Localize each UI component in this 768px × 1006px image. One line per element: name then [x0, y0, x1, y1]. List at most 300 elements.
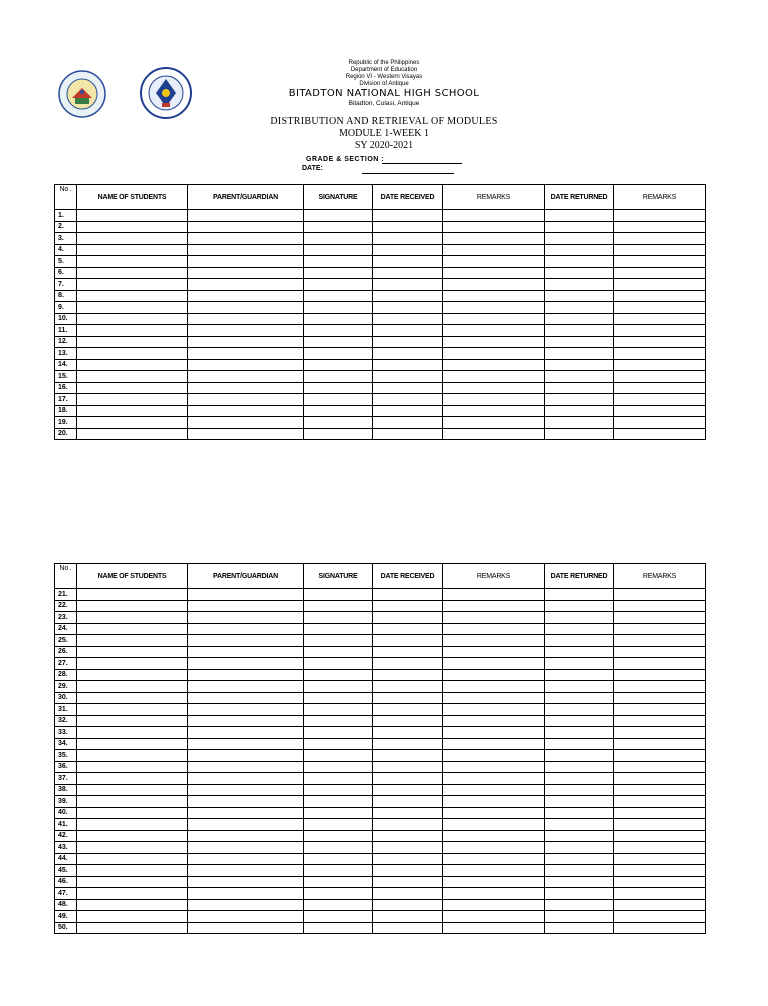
col-name-of-students-cell[interactable] — [77, 428, 188, 440]
col-remarks-2-cell[interactable] — [614, 635, 706, 647]
col-parent-guardian-cell[interactable] — [188, 853, 304, 865]
col-date-returned-cell[interactable] — [545, 623, 614, 635]
col-name-of-students-cell[interactable] — [77, 210, 188, 222]
col-remarks-cell[interactable] — [443, 911, 545, 923]
col-remarks-cell[interactable] — [443, 313, 545, 325]
col-parent-guardian-cell[interactable] — [188, 796, 304, 808]
col-date-received-cell[interactable] — [373, 267, 443, 279]
col-remarks-cell[interactable] — [443, 773, 545, 785]
col-date-returned-cell[interactable] — [545, 405, 614, 417]
col-signature-cell[interactable] — [304, 784, 373, 796]
col-parent-guardian-cell[interactable] — [188, 830, 304, 842]
col-parent-guardian-cell[interactable] — [188, 750, 304, 762]
col-date-returned-cell[interactable] — [545, 796, 614, 808]
col-remarks-cell[interactable] — [443, 830, 545, 842]
col-parent-guardian-cell[interactable] — [188, 313, 304, 325]
col-remarks-2-cell[interactable] — [614, 807, 706, 819]
col-signature-cell[interactable] — [304, 738, 373, 750]
col-date-received-cell[interactable] — [373, 738, 443, 750]
col-remarks-2-cell[interactable] — [614, 313, 706, 325]
col-remarks-cell[interactable] — [443, 348, 545, 360]
col-date-returned-cell[interactable] — [545, 738, 614, 750]
col-remarks-2-cell[interactable] — [614, 244, 706, 256]
col-name-of-students-cell[interactable] — [77, 635, 188, 647]
col-signature-cell[interactable] — [304, 807, 373, 819]
col-remarks-2-cell[interactable] — [614, 784, 706, 796]
col-remarks-2-cell[interactable] — [614, 727, 706, 739]
col-parent-guardian-cell[interactable] — [188, 807, 304, 819]
col-remarks-cell[interactable] — [443, 692, 545, 704]
col-remarks-cell[interactable] — [443, 761, 545, 773]
col-remarks-cell[interactable] — [443, 279, 545, 291]
col-signature-cell[interactable] — [304, 715, 373, 727]
col-signature-cell[interactable] — [304, 612, 373, 624]
col-date-returned-cell[interactable] — [545, 371, 614, 383]
col-remarks-2-cell[interactable] — [614, 853, 706, 865]
col-name-of-students-cell[interactable] — [77, 853, 188, 865]
col-name-of-students-cell[interactable] — [77, 256, 188, 268]
col-date-returned-cell[interactable] — [545, 888, 614, 900]
col-remarks-2-cell[interactable] — [614, 394, 706, 406]
col-signature-cell[interactable] — [304, 865, 373, 877]
col-date-returned-cell[interactable] — [545, 750, 614, 762]
col-name-of-students-cell[interactable] — [77, 738, 188, 750]
col-date-received-cell[interactable] — [373, 302, 443, 314]
col-name-of-students-cell[interactable] — [77, 727, 188, 739]
col-name-of-students-cell[interactable] — [77, 405, 188, 417]
col-date-received-cell[interactable] — [373, 750, 443, 762]
col-name-of-students-cell[interactable] — [77, 658, 188, 670]
col-name-of-students-cell[interactable] — [77, 302, 188, 314]
col-date-received-cell[interactable] — [373, 922, 443, 934]
col-signature-cell[interactable] — [304, 302, 373, 314]
col-date-returned-cell[interactable] — [545, 842, 614, 854]
col-date-received-cell[interactable] — [373, 819, 443, 831]
col-remarks-cell[interactable] — [443, 738, 545, 750]
col-signature-cell[interactable] — [304, 267, 373, 279]
col-remarks-cell[interactable] — [443, 325, 545, 337]
col-remarks-2-cell[interactable] — [614, 658, 706, 670]
col-date-received-cell[interactable] — [373, 325, 443, 337]
col-signature-cell[interactable] — [304, 210, 373, 222]
col-name-of-students-cell[interactable] — [77, 761, 188, 773]
col-parent-guardian-cell[interactable] — [188, 761, 304, 773]
col-parent-guardian-cell[interactable] — [188, 704, 304, 716]
col-date-received-cell[interactable] — [373, 865, 443, 877]
col-date-received-cell[interactable] — [373, 646, 443, 658]
col-date-received-cell[interactable] — [373, 336, 443, 348]
col-parent-guardian-cell[interactable] — [188, 842, 304, 854]
col-name-of-students-cell[interactable] — [77, 922, 188, 934]
col-remarks-2-cell[interactable] — [614, 589, 706, 601]
col-remarks-cell[interactable] — [443, 612, 545, 624]
col-date-returned-cell[interactable] — [545, 704, 614, 716]
col-name-of-students-cell[interactable] — [77, 348, 188, 360]
col-remarks-2-cell[interactable] — [614, 876, 706, 888]
col-signature-cell[interactable] — [304, 888, 373, 900]
col-name-of-students-cell[interactable] — [77, 313, 188, 325]
col-signature-cell[interactable] — [304, 244, 373, 256]
col-date-returned-cell[interactable] — [545, 681, 614, 693]
col-parent-guardian-cell[interactable] — [188, 256, 304, 268]
col-remarks-2-cell[interactable] — [614, 704, 706, 716]
col-name-of-students-cell[interactable] — [77, 325, 188, 337]
col-parent-guardian-cell[interactable] — [188, 394, 304, 406]
col-date-received-cell[interactable] — [373, 658, 443, 670]
col-parent-guardian-cell[interactable] — [188, 669, 304, 681]
col-name-of-students-cell[interactable] — [77, 267, 188, 279]
col-name-of-students-cell[interactable] — [77, 796, 188, 808]
col-remarks-2-cell[interactable] — [614, 221, 706, 233]
col-name-of-students-cell[interactable] — [77, 911, 188, 923]
col-name-of-students-cell[interactable] — [77, 244, 188, 256]
col-parent-guardian-cell[interactable] — [188, 359, 304, 371]
col-date-returned-cell[interactable] — [545, 669, 614, 681]
col-remarks-2-cell[interactable] — [614, 359, 706, 371]
col-signature-cell[interactable] — [304, 646, 373, 658]
col-signature-cell[interactable] — [304, 773, 373, 785]
col-date-returned-cell[interactable] — [545, 336, 614, 348]
col-remarks-cell[interactable] — [443, 658, 545, 670]
col-date-received-cell[interactable] — [373, 428, 443, 440]
col-parent-guardian-cell[interactable] — [188, 888, 304, 900]
col-date-received-cell[interactable] — [373, 635, 443, 647]
col-name-of-students-cell[interactable] — [77, 359, 188, 371]
col-date-returned-cell[interactable] — [545, 325, 614, 337]
col-name-of-students-cell[interactable] — [77, 290, 188, 302]
col-signature-cell[interactable] — [304, 405, 373, 417]
col-remarks-2-cell[interactable] — [614, 371, 706, 383]
col-signature-cell[interactable] — [304, 359, 373, 371]
col-name-of-students-cell[interactable] — [77, 807, 188, 819]
col-date-returned-cell[interactable] — [545, 658, 614, 670]
col-date-returned-cell[interactable] — [545, 853, 614, 865]
col-parent-guardian-cell[interactable] — [188, 658, 304, 670]
col-name-of-students-cell[interactable] — [77, 371, 188, 383]
col-name-of-students-cell[interactable] — [77, 600, 188, 612]
col-signature-cell[interactable] — [304, 704, 373, 716]
col-remarks-cell[interactable] — [443, 244, 545, 256]
col-remarks-2-cell[interactable] — [614, 842, 706, 854]
col-name-of-students-cell[interactable] — [77, 336, 188, 348]
col-name-of-students-cell[interactable] — [77, 394, 188, 406]
col-parent-guardian-cell[interactable] — [188, 922, 304, 934]
col-date-received-cell[interactable] — [373, 796, 443, 808]
col-signature-cell[interactable] — [304, 911, 373, 923]
col-date-returned-cell[interactable] — [545, 600, 614, 612]
col-remarks-cell[interactable] — [443, 210, 545, 222]
col-signature-cell[interactable] — [304, 313, 373, 325]
col-remarks-2-cell[interactable] — [614, 612, 706, 624]
col-signature-cell[interactable] — [304, 290, 373, 302]
col-name-of-students-cell[interactable] — [77, 612, 188, 624]
col-remarks-2-cell[interactable] — [614, 417, 706, 429]
col-remarks-2-cell[interactable] — [614, 911, 706, 923]
col-remarks-cell[interactable] — [443, 359, 545, 371]
col-remarks-cell[interactable] — [443, 302, 545, 314]
col-remarks-2-cell[interactable] — [614, 669, 706, 681]
col-parent-guardian-cell[interactable] — [188, 279, 304, 291]
col-signature-cell[interactable] — [304, 348, 373, 360]
col-date-received-cell[interactable] — [373, 382, 443, 394]
col-remarks-2-cell[interactable] — [614, 290, 706, 302]
col-remarks-cell[interactable] — [443, 256, 545, 268]
col-date-received-cell[interactable] — [373, 244, 443, 256]
col-date-received-cell[interactable] — [373, 405, 443, 417]
col-name-of-students-cell[interactable] — [77, 899, 188, 911]
col-parent-guardian-cell[interactable] — [188, 371, 304, 383]
col-parent-guardian-cell[interactable] — [188, 899, 304, 911]
col-parent-guardian-cell[interactable] — [188, 876, 304, 888]
col-date-received-cell[interactable] — [373, 704, 443, 716]
col-signature-cell[interactable] — [304, 336, 373, 348]
col-remarks-cell[interactable] — [443, 635, 545, 647]
col-remarks-2-cell[interactable] — [614, 750, 706, 762]
col-remarks-2-cell[interactable] — [614, 279, 706, 291]
col-date-returned-cell[interactable] — [545, 267, 614, 279]
col-remarks-2-cell[interactable] — [614, 405, 706, 417]
col-date-received-cell[interactable] — [373, 784, 443, 796]
col-parent-guardian-cell[interactable] — [188, 336, 304, 348]
col-signature-cell[interactable] — [304, 681, 373, 693]
col-parent-guardian-cell[interactable] — [188, 589, 304, 601]
col-remarks-2-cell[interactable] — [614, 922, 706, 934]
col-remarks-cell[interactable] — [443, 221, 545, 233]
col-remarks-2-cell[interactable] — [614, 888, 706, 900]
col-remarks-2-cell[interactable] — [614, 233, 706, 245]
col-date-received-cell[interactable] — [373, 612, 443, 624]
col-date-returned-cell[interactable] — [545, 911, 614, 923]
col-date-received-cell[interactable] — [373, 727, 443, 739]
col-signature-cell[interactable] — [304, 371, 373, 383]
col-remarks-2-cell[interactable] — [614, 761, 706, 773]
col-remarks-cell[interactable] — [443, 267, 545, 279]
col-date-received-cell[interactable] — [373, 681, 443, 693]
col-name-of-students-cell[interactable] — [77, 646, 188, 658]
col-signature-cell[interactable] — [304, 750, 373, 762]
col-date-returned-cell[interactable] — [545, 773, 614, 785]
col-remarks-2-cell[interactable] — [614, 865, 706, 877]
col-remarks-cell[interactable] — [443, 842, 545, 854]
col-parent-guardian-cell[interactable] — [188, 233, 304, 245]
col-date-returned-cell[interactable] — [545, 922, 614, 934]
col-parent-guardian-cell[interactable] — [188, 646, 304, 658]
col-date-returned-cell[interactable] — [545, 290, 614, 302]
col-parent-guardian-cell[interactable] — [188, 290, 304, 302]
col-name-of-students-cell[interactable] — [77, 589, 188, 601]
col-name-of-students-cell[interactable] — [77, 842, 188, 854]
col-name-of-students-cell[interactable] — [77, 704, 188, 716]
col-parent-guardian-cell[interactable] — [188, 727, 304, 739]
col-date-returned-cell[interactable] — [545, 256, 614, 268]
col-parent-guardian-cell[interactable] — [188, 221, 304, 233]
col-signature-cell[interactable] — [304, 922, 373, 934]
col-date-received-cell[interactable] — [373, 210, 443, 222]
col-signature-cell[interactable] — [304, 692, 373, 704]
col-remarks-2-cell[interactable] — [614, 325, 706, 337]
col-remarks-2-cell[interactable] — [614, 646, 706, 658]
col-date-received-cell[interactable] — [373, 669, 443, 681]
col-parent-guardian-cell[interactable] — [188, 911, 304, 923]
col-name-of-students-cell[interactable] — [77, 876, 188, 888]
col-name-of-students-cell[interactable] — [77, 865, 188, 877]
col-remarks-2-cell[interactable] — [614, 600, 706, 612]
col-remarks-cell[interactable] — [443, 600, 545, 612]
col-date-received-cell[interactable] — [373, 876, 443, 888]
col-date-received-cell[interactable] — [373, 371, 443, 383]
col-parent-guardian-cell[interactable] — [188, 681, 304, 693]
col-parent-guardian-cell[interactable] — [188, 623, 304, 635]
col-signature-cell[interactable] — [304, 233, 373, 245]
col-parent-guardian-cell[interactable] — [188, 405, 304, 417]
col-date-received-cell[interactable] — [373, 623, 443, 635]
col-parent-guardian-cell[interactable] — [188, 692, 304, 704]
col-remarks-cell[interactable] — [443, 922, 545, 934]
col-date-returned-cell[interactable] — [545, 382, 614, 394]
col-remarks-2-cell[interactable] — [614, 428, 706, 440]
col-remarks-2-cell[interactable] — [614, 819, 706, 831]
col-remarks-2-cell[interactable] — [614, 796, 706, 808]
col-signature-cell[interactable] — [304, 279, 373, 291]
col-signature-cell[interactable] — [304, 796, 373, 808]
col-signature-cell[interactable] — [304, 382, 373, 394]
col-date-received-cell[interactable] — [373, 348, 443, 360]
col-remarks-cell[interactable] — [443, 704, 545, 716]
col-remarks-cell[interactable] — [443, 646, 545, 658]
col-date-received-cell[interactable] — [373, 417, 443, 429]
col-remarks-2-cell[interactable] — [614, 715, 706, 727]
col-signature-cell[interactable] — [304, 221, 373, 233]
col-name-of-students-cell[interactable] — [77, 750, 188, 762]
col-date-returned-cell[interactable] — [545, 313, 614, 325]
col-remarks-cell[interactable] — [443, 382, 545, 394]
col-remarks-cell[interactable] — [443, 681, 545, 693]
col-remarks-cell[interactable] — [443, 623, 545, 635]
col-signature-cell[interactable] — [304, 325, 373, 337]
col-parent-guardian-cell[interactable] — [188, 635, 304, 647]
col-signature-cell[interactable] — [304, 600, 373, 612]
col-date-received-cell[interactable] — [373, 761, 443, 773]
col-remarks-cell[interactable] — [443, 784, 545, 796]
col-date-returned-cell[interactable] — [545, 417, 614, 429]
col-remarks-cell[interactable] — [443, 417, 545, 429]
col-parent-guardian-cell[interactable] — [188, 348, 304, 360]
col-name-of-students-cell[interactable] — [77, 221, 188, 233]
col-signature-cell[interactable] — [304, 830, 373, 842]
col-date-returned-cell[interactable] — [545, 727, 614, 739]
col-date-returned-cell[interactable] — [545, 715, 614, 727]
col-date-returned-cell[interactable] — [545, 302, 614, 314]
col-remarks-cell[interactable] — [443, 796, 545, 808]
col-date-received-cell[interactable] — [373, 692, 443, 704]
col-signature-cell[interactable] — [304, 589, 373, 601]
col-remarks-cell[interactable] — [443, 899, 545, 911]
col-remarks-2-cell[interactable] — [614, 382, 706, 394]
col-parent-guardian-cell[interactable] — [188, 382, 304, 394]
col-signature-cell[interactable] — [304, 819, 373, 831]
col-date-returned-cell[interactable] — [545, 819, 614, 831]
col-remarks-cell[interactable] — [443, 233, 545, 245]
col-name-of-students-cell[interactable] — [77, 888, 188, 900]
col-date-returned-cell[interactable] — [545, 348, 614, 360]
col-signature-cell[interactable] — [304, 256, 373, 268]
col-date-received-cell[interactable] — [373, 313, 443, 325]
col-date-returned-cell[interactable] — [545, 635, 614, 647]
col-parent-guardian-cell[interactable] — [188, 417, 304, 429]
col-remarks-cell[interactable] — [443, 428, 545, 440]
col-date-returned-cell[interactable] — [545, 761, 614, 773]
col-signature-cell[interactable] — [304, 727, 373, 739]
col-remarks-cell[interactable] — [443, 865, 545, 877]
col-remarks-2-cell[interactable] — [614, 302, 706, 314]
col-remarks-cell[interactable] — [443, 750, 545, 762]
col-remarks-cell[interactable] — [443, 876, 545, 888]
col-remarks-cell[interactable] — [443, 589, 545, 601]
col-date-received-cell[interactable] — [373, 830, 443, 842]
col-date-returned-cell[interactable] — [545, 428, 614, 440]
col-remarks-cell[interactable] — [443, 819, 545, 831]
col-remarks-cell[interactable] — [443, 715, 545, 727]
col-date-received-cell[interactable] — [373, 589, 443, 601]
col-date-received-cell[interactable] — [373, 853, 443, 865]
col-remarks-cell[interactable] — [443, 669, 545, 681]
col-remarks-2-cell[interactable] — [614, 256, 706, 268]
col-parent-guardian-cell[interactable] — [188, 738, 304, 750]
col-date-returned-cell[interactable] — [545, 899, 614, 911]
col-remarks-cell[interactable] — [443, 727, 545, 739]
col-remarks-2-cell[interactable] — [614, 210, 706, 222]
col-name-of-students-cell[interactable] — [77, 692, 188, 704]
col-parent-guardian-cell[interactable] — [188, 612, 304, 624]
col-date-returned-cell[interactable] — [545, 394, 614, 406]
col-remarks-2-cell[interactable] — [614, 692, 706, 704]
col-name-of-students-cell[interactable] — [77, 773, 188, 785]
col-date-returned-cell[interactable] — [545, 244, 614, 256]
col-date-received-cell[interactable] — [373, 911, 443, 923]
col-name-of-students-cell[interactable] — [77, 784, 188, 796]
col-parent-guardian-cell[interactable] — [188, 784, 304, 796]
col-date-returned-cell[interactable] — [545, 589, 614, 601]
col-signature-cell[interactable] — [304, 417, 373, 429]
col-name-of-students-cell[interactable] — [77, 417, 188, 429]
col-date-returned-cell[interactable] — [545, 233, 614, 245]
col-date-received-cell[interactable] — [373, 233, 443, 245]
col-signature-cell[interactable] — [304, 635, 373, 647]
col-name-of-students-cell[interactable] — [77, 830, 188, 842]
col-date-returned-cell[interactable] — [545, 646, 614, 658]
col-date-received-cell[interactable] — [373, 888, 443, 900]
col-name-of-students-cell[interactable] — [77, 623, 188, 635]
col-date-received-cell[interactable] — [373, 842, 443, 854]
col-remarks-cell[interactable] — [443, 336, 545, 348]
col-date-received-cell[interactable] — [373, 600, 443, 612]
col-parent-guardian-cell[interactable] — [188, 773, 304, 785]
col-signature-cell[interactable] — [304, 761, 373, 773]
col-remarks-2-cell[interactable] — [614, 773, 706, 785]
col-remarks-cell[interactable] — [443, 807, 545, 819]
col-name-of-students-cell[interactable] — [77, 382, 188, 394]
col-date-returned-cell[interactable] — [545, 692, 614, 704]
col-signature-cell[interactable] — [304, 853, 373, 865]
col-signature-cell[interactable] — [304, 428, 373, 440]
col-date-returned-cell[interactable] — [545, 279, 614, 291]
col-remarks-cell[interactable] — [443, 290, 545, 302]
col-date-received-cell[interactable] — [373, 899, 443, 911]
col-parent-guardian-cell[interactable] — [188, 715, 304, 727]
col-date-returned-cell[interactable] — [545, 784, 614, 796]
col-remarks-2-cell[interactable] — [614, 336, 706, 348]
col-parent-guardian-cell[interactable] — [188, 325, 304, 337]
